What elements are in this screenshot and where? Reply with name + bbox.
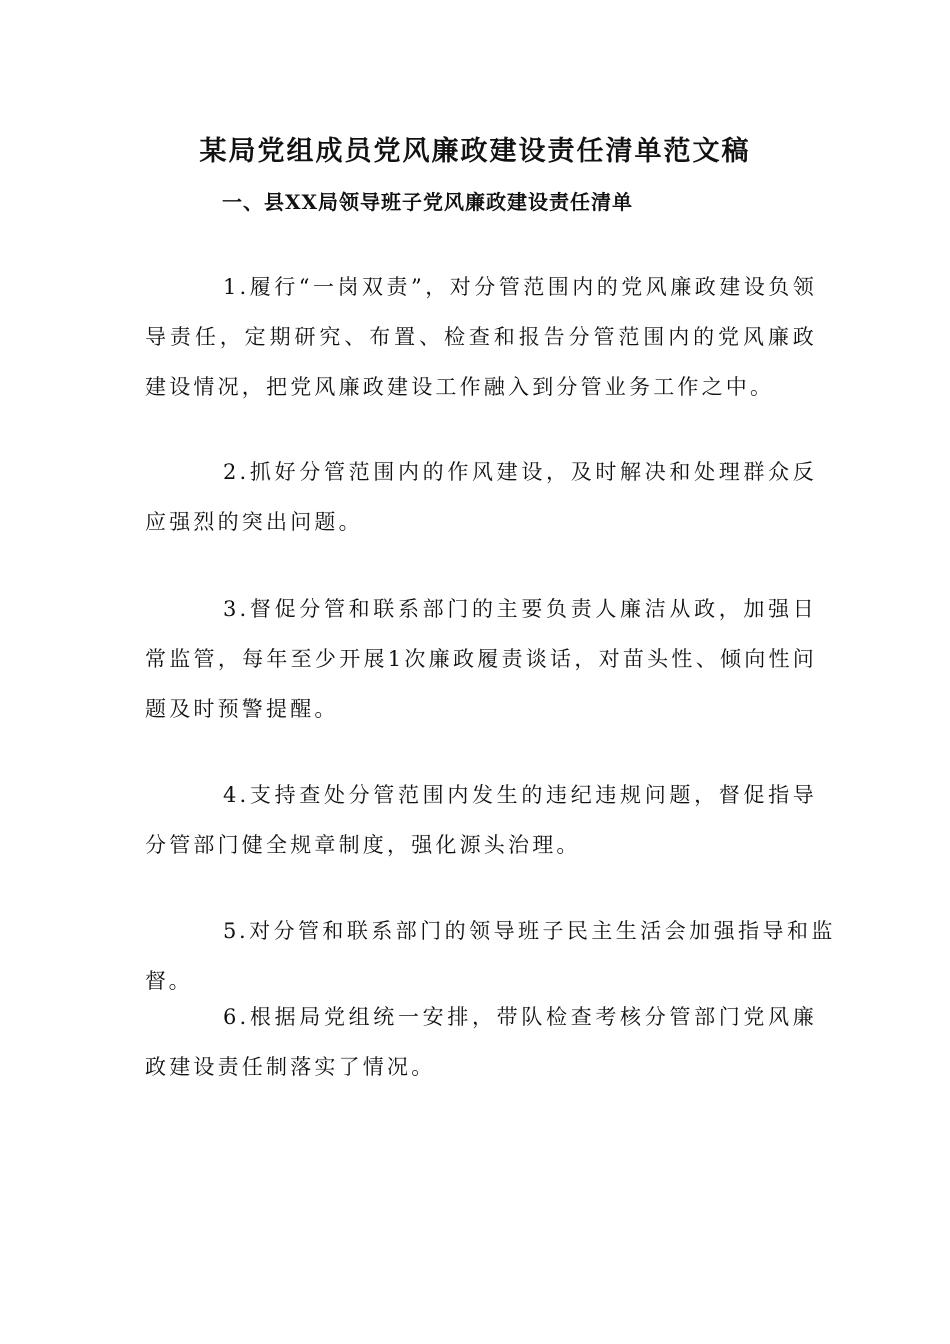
responsibility-item-2: 2.抓好分管范围内的作风建设，及时解决和处理群众反应强烈的突出问题。 (145, 460, 817, 534)
responsibility-item-1: 1.履行“一岗双责”，对分管范围内的党风廉政建设负领导责任，定期研究、布置、检查和报告分管范围内的党风廉政建设情况，把党风廉政建设工作融入到分管业务工作之中。 (145, 275, 817, 399)
section-heading: 一、县XX局领导班子党风廉政建设责任清单 (222, 190, 634, 214)
responsibility-item-3: 3.督促分管和联系部门的主要负责人廉洁从政，加强日常监管，每年至少开展1次廉政履责谈话，对苗头性、倾向性问题及时预警提醒。 (145, 597, 817, 721)
responsibility-item-5: 5.对分管和联系部门的领导班子民主生活会加强指导和监督。 (145, 919, 835, 993)
document-title: 某局党组成员党风廉政建设责任清单范文稿 (199, 136, 751, 167)
responsibility-item-6: 6.根据局党组统一安排，带队检查考核分管部门党风廉政建设责任制落实了情况。 (145, 1005, 817, 1079)
responsibility-item-4: 4.支持查处分管范围内发生的违纪违规问题，督促指导分管部门健全规章制度，强化源头治理。 (145, 783, 817, 857)
